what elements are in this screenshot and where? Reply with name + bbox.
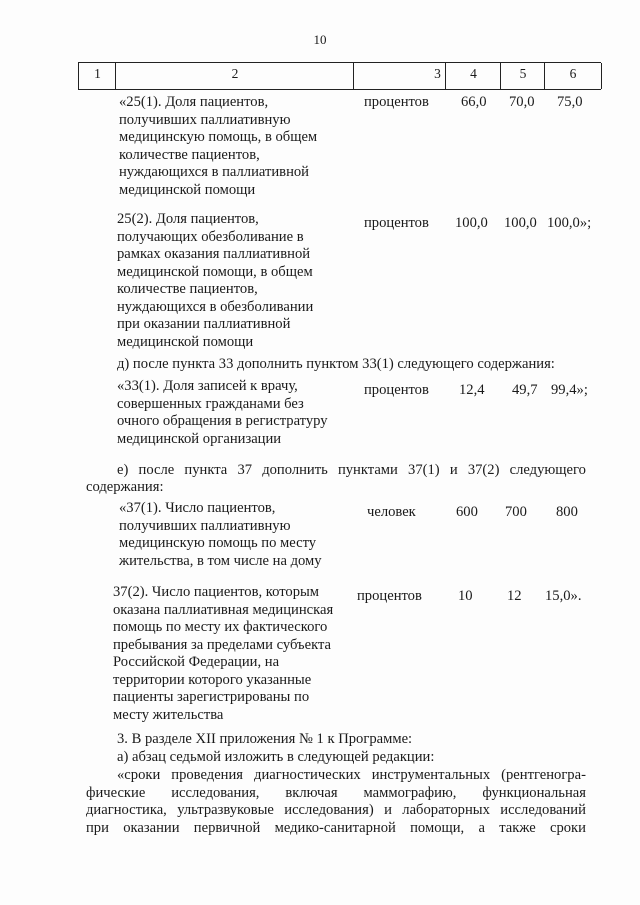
section-3-heading: 3. В разделе XII приложения № 1 к Программе: (117, 731, 413, 747)
header-cell-4: 4 (445, 63, 501, 89)
header-cell-3: 3 (353, 63, 521, 89)
row-description: 25(2). Доля пациентов, получающих обезболивание в рамках оказания паллиативной медицинской помощи, в общем количестве пациентов, нуждающихся в обезболивании при оказании паллиативной медицинской помощи (117, 211, 314, 350)
row-description: «37(1). Число пациентов, получивших паллиативную медицинскую помощь по месту жительства, в том числе на дому (119, 500, 322, 569)
table-header (78, 62, 601, 90)
row-value-col6: 75,0 (557, 94, 583, 110)
row-value-col4: 10 (458, 588, 473, 604)
row-value-col5: 100,0 (504, 215, 537, 231)
header-cell-2: 2 (115, 63, 354, 89)
quote-line-3: диагностика, ультразвуковые исследования) и лабораторных исследований (86, 802, 586, 818)
row-value-col4: 12,4 (459, 382, 485, 398)
row-value-col4: 600 (456, 504, 478, 520)
row-unit: процентов (364, 94, 429, 110)
header-cell-1: 1 (78, 63, 116, 89)
instruction-e (117, 462, 586, 480)
instruction-e-line-1: е) после пункта 37 дополнить пунктами 37(1) и 37(2) следующего (117, 462, 586, 478)
row-value-col5: 700 (505, 504, 527, 520)
row-unit: процентов (364, 382, 429, 398)
row-unit: процентов (364, 215, 429, 231)
row-value-col6: 99,4»; (551, 382, 588, 398)
header-cell-5: 5 (500, 63, 545, 89)
quote-line-1: «сроки проведения диагностических инструментальных (рентгеногра- (117, 767, 586, 783)
row-value-col5: 12 (507, 588, 522, 604)
row-description: «25(1). Доля пациентов, получивших паллиативную медицинскую помощь, в общем количестве пациентов, нуждающихся в паллиативной медицинской помощи (119, 94, 318, 198)
row-value-col5: 49,7 (512, 382, 538, 398)
row-value-col4: 66,0 (461, 94, 487, 110)
quote-line-2: фические исследования, включая маммографию, функциональная (86, 784, 586, 801)
instruction-e-line-2: содержания: (86, 479, 164, 495)
row-value-col5: 70,0 (509, 94, 535, 110)
instruction-d: д) после пункта 33 дополнить пунктом 33(1) следующего содержания: (117, 356, 555, 372)
row-value-col4: 100,0 (455, 215, 488, 231)
row-description: «33(1). Доля записей к врачу, совершенных гражданами без очного обращения в регистратуру медицинской организации (117, 378, 328, 447)
row-value-col6: 15,0». (545, 588, 582, 604)
row-value-col6: 100,0»; (547, 215, 592, 231)
row-description: 37(2). Число пациентов, которым оказана паллиативная медицинская помощь по месту их фактического пребывания за пределами субъекта Российской Федерации, на территории которого указанные пациенты зарегистрированы по месту жительства (113, 584, 334, 723)
page-number: 10 (313, 32, 327, 47)
quote-paragraph (86, 767, 586, 837)
row-unit: человек (367, 504, 416, 520)
section-3a: а) абзац седьмой изложить в следующей редакции: (117, 749, 435, 765)
header-cell-6: 6 (544, 63, 602, 89)
row-value-col6: 800 (556, 504, 578, 520)
row-unit: процентов (357, 588, 422, 604)
quote-line-4: при оказании первичной медико-санитарной помощи, а также сроки (86, 819, 586, 836)
